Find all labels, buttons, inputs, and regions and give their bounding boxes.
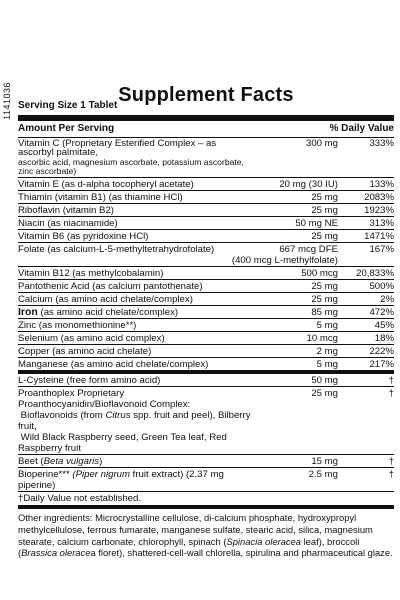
nutrient-name: Vitamin B12 (as methylcobalamin) — [18, 267, 164, 279]
table-row — [18, 138, 394, 178]
nutrient-dv: 167% — [369, 243, 394, 255]
nutrient-amount: 10 mcg — [306, 332, 338, 344]
nutrient-dv: 1471% — [364, 230, 394, 242]
nutrient-name: Riboflavin (vitamin B2) — [18, 204, 114, 216]
panel-title: Supplement Facts — [118, 84, 294, 106]
nutrient-dv: 217% — [369, 358, 394, 370]
nutrient-name: Vitamin B6 (as pyridoxine HCl) — [18, 230, 149, 242]
ingredient-name: Beet ( — [18, 455, 44, 467]
nutrient-amount: 25 mg — [311, 293, 338, 305]
nutrient-dv: 2% — [380, 293, 394, 305]
table-row — [18, 374, 394, 387]
nutrient-name: Copper (as amino acid chelate) — [18, 345, 152, 357]
nutrient-name: Folate (as calcium-L-5-methyltetrahydrofolate) — [18, 243, 215, 255]
table-header — [18, 121, 394, 138]
nutrient-amount: 50 mg NE — [295, 217, 338, 229]
nutrient-name-bold: Iron — [18, 305, 38, 318]
table-row — [18, 332, 394, 345]
nutrient-amount: 25 mg — [311, 230, 338, 242]
table-row — [18, 217, 394, 230]
nutrient-amount: 2 mg — [316, 345, 338, 357]
ingredient-name: Bioperine*** — [18, 468, 70, 480]
nutrient-dv: 45% — [374, 319, 394, 331]
nutrient-dv: 18% — [374, 332, 394, 344]
ingredient-amount: 2.5 mg — [308, 468, 338, 480]
nutrient-dv: 2083% — [364, 191, 394, 203]
ingredient-dv: † — [388, 468, 394, 480]
table-row — [18, 293, 394, 306]
other-ingredients-table — [18, 374, 394, 492]
other-ingredients-text: Other ingredients: Microcrystalline cellulose, di-calcium phosphate, hydroxypropyl methylcellulose, ferrous fumarate, manganese sulfate, stearic acid, silica, magnesium stearate, calcium carbonate, chlorophyll, spinach (Spinacia oleracea leaf), broccoli (Brassica oleracea floret), shattered-cell-wall chlorella, spirulina and pharmaceutical glaze. — [18, 512, 393, 559]
nutrient-dv: 222% — [369, 345, 394, 357]
nutrient-amount: 500 mcg — [301, 267, 338, 279]
nutrient-dv: 133% — [369, 178, 394, 190]
serving-size: Serving Size 1 Tablet — [18, 100, 394, 121]
daily-value-label: % Daily Value — [329, 123, 394, 134]
table-row — [18, 306, 394, 319]
nutrient-name: Pantothenic Acid (as calcium pantothenate) — [18, 280, 203, 292]
nutrient-amount: 5 mg — [316, 358, 338, 370]
nutrient-dv: 333% — [369, 137, 394, 149]
nutrient-dv: 1923% — [364, 204, 394, 216]
nutrient-name: Vitamin E (as d-alpha tocopheryl acetate) — [18, 178, 194, 190]
nutrient-name: (as amino acid chelate/complex) — [37, 306, 179, 318]
table-row — [18, 204, 394, 217]
nutrient-name: Thiamin (vitamin B1) (as thiamine HCl) — [18, 191, 183, 203]
nutrient-name: Calcium (as amino acid chelate/complex) — [18, 293, 193, 305]
nutrient-amount: 25 mg — [311, 204, 338, 216]
vitamins-minerals-list — [18, 138, 394, 374]
table-row: Proanthoplex Proprietary Proanthocyanidin/Bioflavonoid Complex: Bioflavonoids (from Citrus spp. fruit and peel), Bilberry fruit, Wild Black Raspberry seed, Green Tea leaf, Red Raspberry fruit 25 mg † — [18, 387, 394, 454]
ingredient-amount: 15 mg — [311, 455, 338, 467]
nutrient-amount: 25 mg — [311, 280, 338, 292]
amount-per-serving-label: Amount Per Serving — [18, 123, 115, 134]
table-row — [18, 230, 394, 243]
table-row — [18, 267, 394, 280]
nutrient-amount: 667 mcg DFE — [279, 243, 338, 255]
ingredient-name: L-Cysteine (free form amino acid) — [18, 374, 161, 386]
table-row — [18, 191, 394, 204]
table-row: Bioperine*** (Piper nigrum fruit extract) (2.37 mg piperine) 2.5 mg † — [18, 468, 394, 491]
table-row — [18, 280, 394, 293]
ingredient-dv: † — [388, 387, 394, 399]
nutrient-name: Niacin (as niacinamide) — [18, 217, 118, 229]
nutrient-amount: 85 mg — [311, 306, 338, 318]
nutrient-amount: 25 mg — [311, 191, 338, 203]
ingredient-dv: † — [388, 374, 394, 386]
table-row — [18, 358, 394, 370]
table-row — [18, 319, 394, 332]
nutrient-amount-secondary: (400 mcg L-methylfolate) — [231, 254, 338, 266]
nutrient-amount: 20 mg (30 IU) — [279, 178, 338, 190]
nutrient-amount: 5 mg — [316, 319, 338, 331]
table-row: Beet (Beta vulgaris) 15 mg † — [18, 455, 394, 467]
nutrient-dv: 472% — [369, 306, 394, 318]
nutrient-dv: 500% — [369, 280, 394, 292]
ingredient-name: Proanthoplex Proprietary Proanthocyanidin/Bioflavonoid Complex: — [18, 387, 191, 410]
nutrient-name: Zinc (as monomethionine**) — [18, 319, 137, 331]
product-code: 1141036 — [2, 82, 12, 120]
ingredient-amount: 25 mg — [311, 387, 338, 399]
nutrient-name: Manganese (as amino acid chelate/complex) — [18, 358, 209, 370]
nutrient-subtext: ascorbic acid, magnesium ascorbate, potassium ascorbate, zinc ascorbate) — [18, 156, 244, 177]
supplement-facts-panel — [18, 84, 394, 559]
ingredient-dv: † — [388, 455, 394, 467]
nutrient-amount: 300 mg — [306, 137, 338, 149]
table-row — [18, 178, 394, 191]
table-row — [18, 243, 394, 267]
footnote: †Daily Value not established. — [18, 492, 394, 509]
ingredient-amount: 50 mg — [311, 374, 338, 386]
table-row — [18, 345, 394, 358]
nutrient-dv: 20,833% — [356, 267, 394, 279]
nutrient-dv: 313% — [369, 217, 394, 229]
nutrient-name: Selenium (as amino acid complex) — [18, 332, 165, 344]
nutrient-name: Vitamin C (Proprietary Esterified Complex – as ascorbyl palmitate, — [18, 137, 217, 159]
